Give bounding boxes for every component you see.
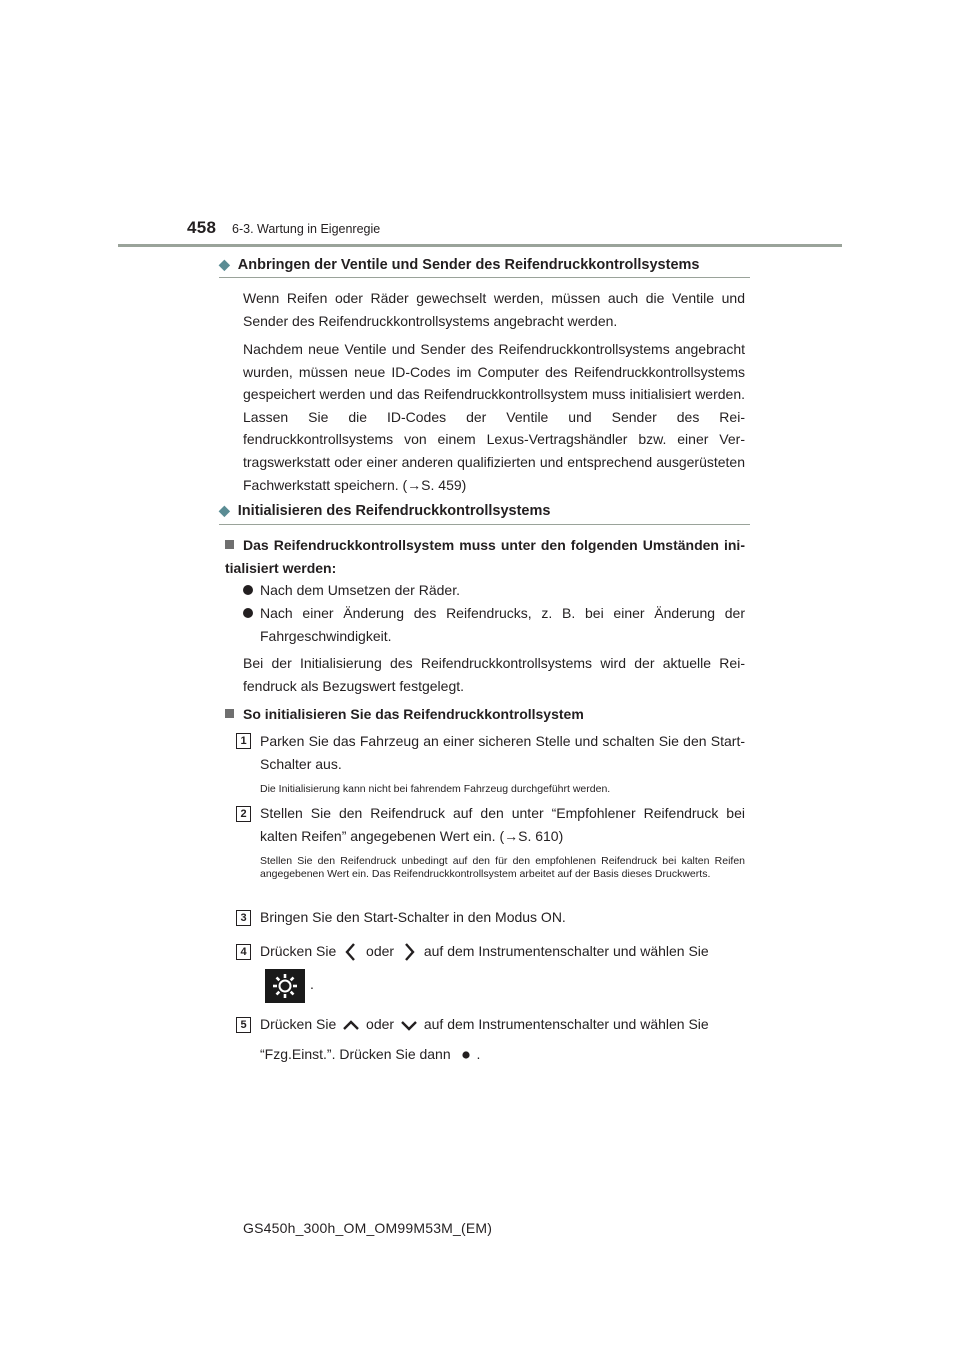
step-number: 3 [236, 910, 251, 926]
condition-heading: Das Reifendruckkontrollsystem muss unter den folgenden Umständen initialisiert werden: [225, 537, 745, 576]
section-rule [219, 277, 750, 278]
paragraph: Nachdem neue Ventile und Sender des Reifendruckkontrollsystems angebracht wurden, müssen neue ID-Codes im Computer des Reifendruckkontrollsystems gespeichert werden und das Reifendruckkontrollsystem muss initialisiert werden. Lassen Sie die ID-Codes der Ventile und Sender des Reifendruckkontrollsystems von einem Lexus-Vertragshändler bzw. einer Vertragswerkstatt oder einer anderen qualifizierten und entsprechend ausgerüsteten Fachwerkstatt speichern. (→S. 459) [243, 341, 745, 493]
section-heading-text: Anbringen der Ventile und Sender des Reifendruckkontrollsystems [237, 257, 700, 273]
chevron-right-icon [398, 940, 420, 964]
step-number: 5 [236, 1017, 251, 1033]
chevron-left-icon [340, 940, 362, 964]
step-note: Die Initialisierung kann nicht bei fahrendem Fahrzeug durchgeführt werden. [260, 783, 611, 795]
step-text-continued: “Fzg.Einst.”. Drücken Sie dann . [260, 1043, 745, 1067]
page-number: 458 [187, 218, 217, 237]
step-text: Drücken Sie oder auf dem Instrumentenschalter und wählen Sie [260, 1013, 745, 1037]
enter-dot-icon [455, 1043, 477, 1067]
paragraph: Bei der Initialisierung des Reifendruckkontrollsystems wird der aktuelle Reifendruck als Bezugswert festgelegt. [243, 655, 745, 694]
bullet-icon [243, 608, 253, 618]
section-heading-init [219, 502, 550, 519]
chevron-down-icon [398, 1013, 420, 1037]
list-item: Nach dem Umsetzen der Räder. [260, 582, 460, 598]
step-number: 2 [236, 806, 251, 822]
sentence-period: . [310, 976, 314, 992]
chevron-up-icon [340, 1013, 362, 1037]
section-rule [219, 524, 750, 525]
square-bullet-icon [225, 709, 234, 718]
step-number: 1 [236, 733, 251, 749]
procedure-heading: So initialisieren Sie das Reifendruckkontrollsystem [225, 703, 745, 726]
step-note: Stellen Sie den Reifendruck unbedingt auf den für den empfohlenen Reifendruck bei kalten Reifen angegebenen Wert ein. Das Reifendruckkontrollsystem arbeitet auf der Basis dieses Druckwerts. [260, 855, 745, 881]
header-rule [118, 244, 842, 247]
document-code: GS450h_300h_OM_OM99M53M_(EM) [243, 1220, 493, 1236]
step-text: Parken Sie das Fahrzeug an einer sicheren Stelle und schalten Sie den Start-Schalter aus. [260, 733, 745, 772]
step-text: Drücken Sie oder auf dem Instrumentenschalter und wählen Sie [260, 940, 745, 964]
bullet-icon [243, 585, 253, 595]
paragraph: Wenn Reifen oder Räder gewechselt werden, müssen auch die Ventile und Sender des Reifendruckkontrollsystems angebracht werden. [243, 290, 745, 329]
step-text: Stellen Sie den Reifendruck auf den unter “Empfohlener Reifendruck bei kalten Reifen” angegebenen Wert ein. (→S. 610) [260, 805, 745, 844]
list-item: Nach einer Änderung des Reifendrucks, z. B. bei einer Änderung der Fahrgeschwindigkeit. [260, 605, 745, 644]
diamond-icon: ◆ [219, 502, 230, 518]
diamond-icon: ◆ [219, 256, 230, 272]
section-heading-text: Initialisieren des Reifendruckkontrollsystems [237, 503, 551, 519]
step-text: Bringen Sie den Start-Schalter in den Modus ON. [260, 909, 566, 925]
section-heading-valves [219, 256, 699, 273]
square-bullet-icon [225, 540, 234, 549]
gear-icon [265, 969, 305, 1003]
step-number: 4 [236, 944, 251, 960]
section-path: 6-3. Wartung in Eigenregie [232, 222, 381, 236]
